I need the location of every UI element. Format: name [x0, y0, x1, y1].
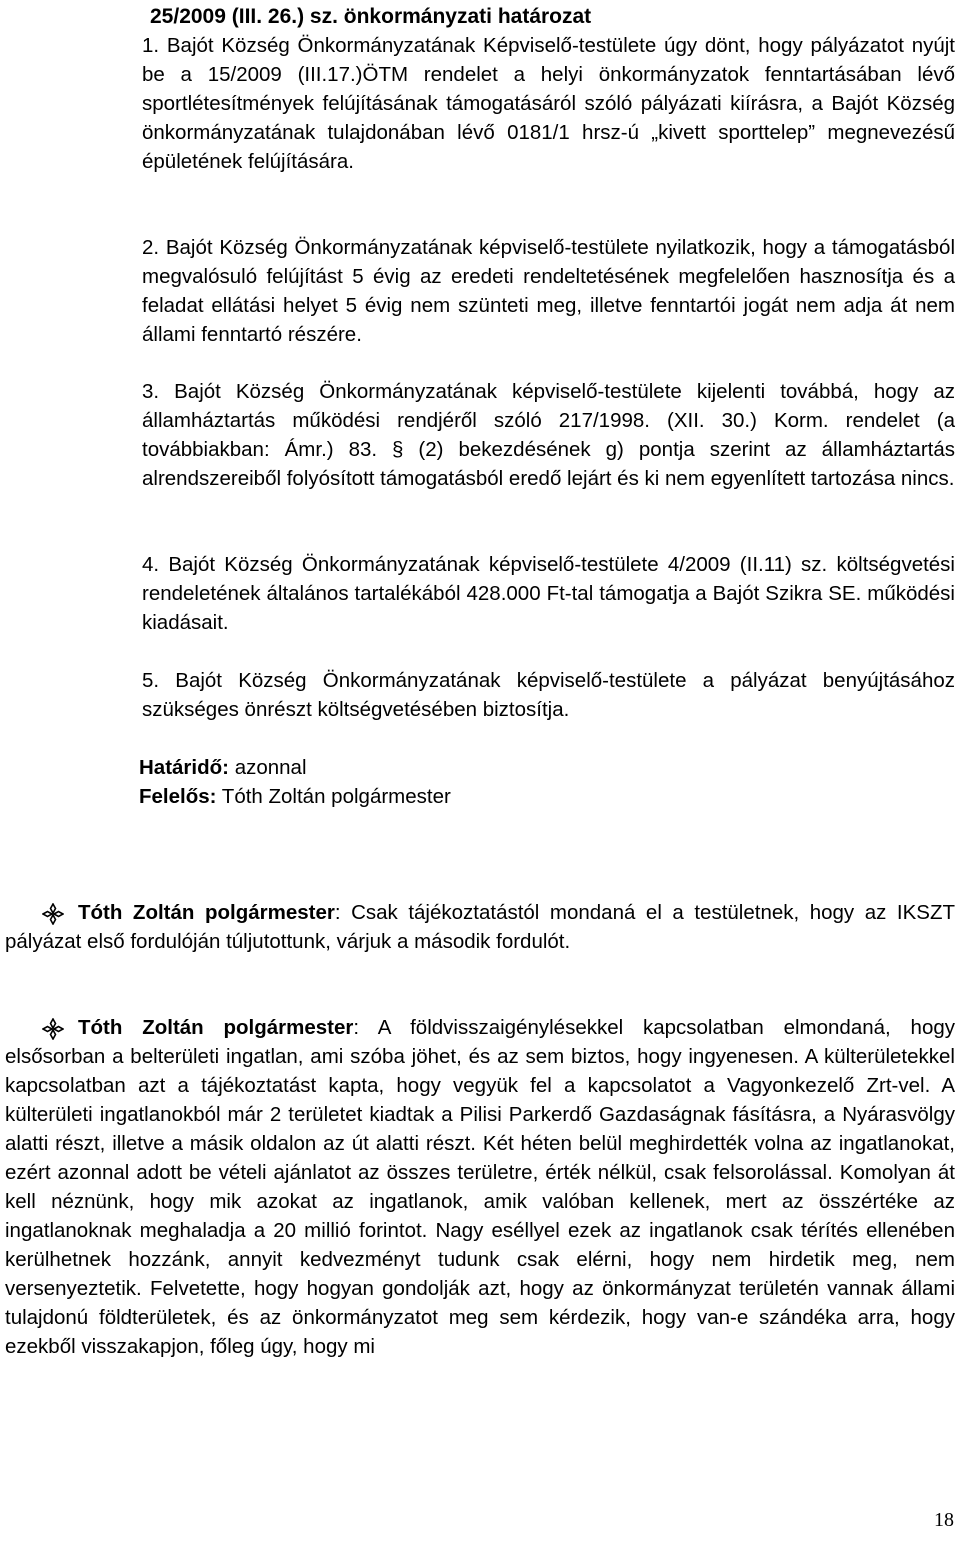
- diamond-bullet-icon: [42, 1018, 64, 1040]
- responsible-line: [139, 782, 451, 811]
- speech-text: : A földvisszaigénylésekkel kapcsolatban elmondaná, hogy elsősorban a belterületi ingatlan, ami szóba jöhet, és az sem biztos, hogy ingyenesen. A külterületekkel kapcsolatban azt a tájékoztatást kapta, hogy vegyük fel a kapcsolatot a Vagyonkezelő Zrt-vel. A külterületi ingatlanokból már 2 területet kiadtak a Pilisi Parkerdő Gazdaságnak fásításra, a Nyárasvölgy alatti részt, illetve a másik oldalon az út alatti részt. Két héten belül meghirdették volna az ingatlanokat, ezért azonnal adott be vételi ajánlatot az összes területre, érték nélkül, csak felsorolással. Komolyan át kell néznünk, hogy mik azokat az ingatlanok, amik valóban kellenek, mert az összértéke az ingatlanoknak meghaladja a 20 millió forintot. Nagy eséllyel ezek az ingatlanok csak térítés ellenében kerülhetnek hozzánk, annyit kedvezményt tudunk csak elérni, hogy nem hirdetik meg, nem versenyeztetik. Felvetette, hogy hogyan gondolják azt, hogy az önkormányzat területén vannak állami tulajdonú földterületek, és az önkormányzatot meg sem kérdezik, hogy van-e szándéka arra, hogy ezekből visszakapjon, főleg úgy, hogy mi: [5, 1016, 955, 1358]
- resolution-item-1: 1. Bajót Község Önkormányzatának Képviselő-testülete úgy dönt, hogy pályázatot nyújt be a 15/2009 (III.17.)ÖTM rendelet a helyi önkormányzatok fenntartásában lévő sportlétesítmények felújításának támogatásáról szóló pályázati kiírásra, a Bajót Község önkormányzatának tulajdonában lévő 0181/1 hrsz-ú „kivett sporttelep” megnevezésű épületének felújítására.: [142, 34, 955, 173]
- speaker-name: Tóth Zoltán polgármester: [78, 901, 335, 924]
- speech-text: : Csak tájékoztatástól mondaná el a testületnek, hogy az IKSZT pályázat első fordulóján túljutottunk, várjuk a második fordulót.: [5, 901, 955, 953]
- resolution-item-4: 4. Bajót Község Önkormányzatának képviselő-testülete 4/2009 (II.11) sz. költségvetési rendeletének általános tartalékából 428.000 Ft-tal támogatja a Bajót Szikra SE. működési kiadásait.: [142, 553, 955, 634]
- deadline-value: azonnal: [234, 756, 307, 779]
- resolution-title: 25/2009 (III. 26.) sz. önkormányzati határozat: [150, 5, 592, 28]
- speech-2: [5, 1013, 955, 1361]
- responsible-label: Felelős:: [139, 785, 217, 808]
- speaker-name: Tóth Zoltán polgármester: [78, 1016, 354, 1039]
- resolution-item-2: 2. Bajót Község Önkormányzatának képviselő-testülete nyilatkozik, hogy a támogatásból megvalósuló felújítást 5 évig az eredeti rendeltetésének megfelelően hasznosítja és a feladat ellátási helyet 5 évig nem szünteti meg, illetve fenntartói jogát nem adja át nem állami fenntartó részére.: [142, 236, 955, 346]
- page-number: 18: [934, 1509, 954, 1531]
- responsible-value: Tóth Zoltán polgármester: [221, 785, 451, 808]
- deadline-line: [139, 753, 307, 782]
- resolution-item-3: 3. Bajót Község Önkormányzatának képviselő-testülete kijelenti továbbá, hogy az államháztartás működési rendjéről szóló 217/1998. (XII. 30.) Korm. rendelet (a továbbiakban: Ámr.) 83. § (2) bekezdésének g) pontja szerint az államháztartás alrendszereiből folyósított támogatásból eredő lejárt és ki nem egyenlített tartozása nincs.: [142, 380, 955, 490]
- resolution-item-5: 5. Bajót Község Önkormányzatának képviselő-testülete a pályázat benyújtásához szükséges önrészt költségvetésében biztosítja.: [142, 669, 955, 721]
- speech-1: [5, 898, 955, 956]
- diamond-bullet-icon: [42, 903, 64, 925]
- deadline-label: Határidő:: [139, 756, 229, 779]
